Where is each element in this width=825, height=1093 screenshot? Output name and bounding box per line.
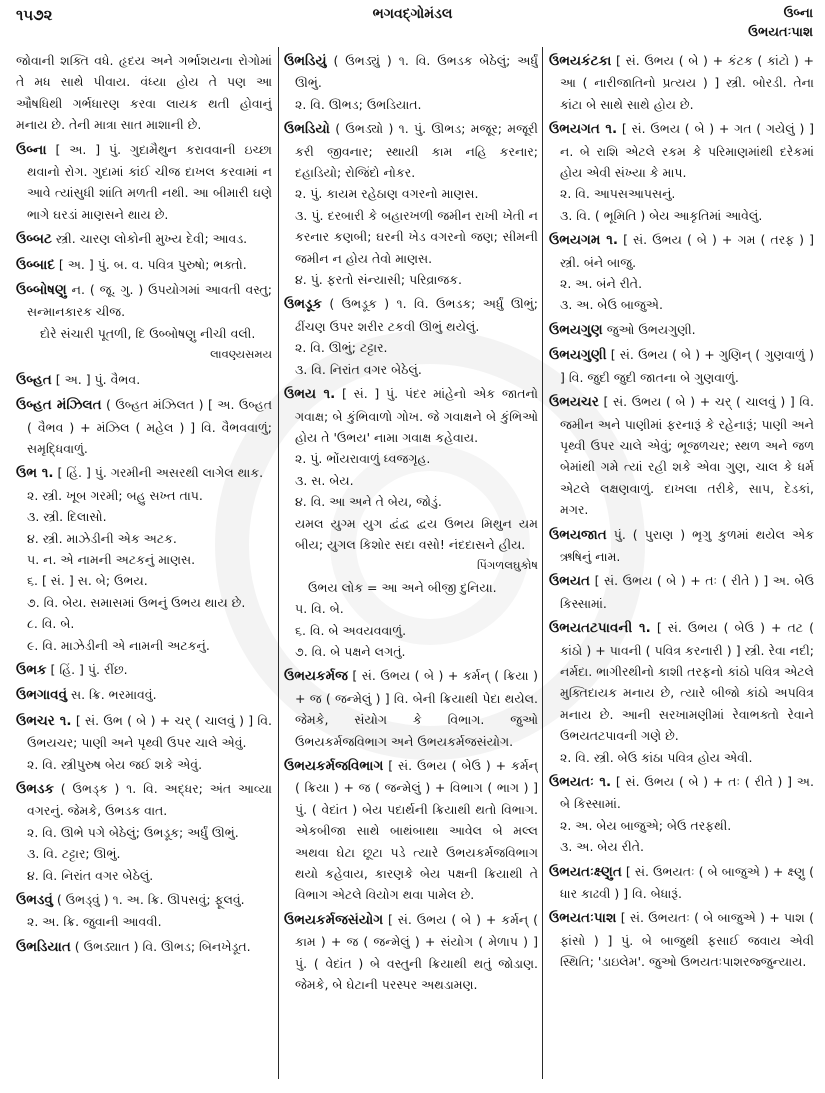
headword: ઉભક [16,661,47,678]
dictionary-entry [16,684,272,706]
sense: ૪. સ્ત્રી. માઝેડીની એક અટક. [27,530,177,546]
sense: ૩. વિ. ( ભૂમિતિ ) બેય આકૃતિમાં આવેલું. [560,207,763,223]
sense: ૫. ન. એ નામની અટકનું માણસ. [27,551,196,567]
definition: [ હિં. ] પું. રીંછ. [50,661,128,677]
sense: ૩. વિ. ટટ્ટાર; ઊભું. [27,846,121,862]
definition: [ સં. ઉભય ( બે ) + તઃ ( રીતે ) ] અ. બે કિસ્સામાં. [560,774,814,812]
definition: [ સં. ઉભયતઃ ( બે બાજુએ ) + ક્ષ્ણુ ( ધાર કાઢવી ) ] વિ. બેધારૂં. [560,863,814,902]
dictionary-entry [16,889,272,911]
dictionary-entry [549,861,814,905]
dictionary-entry [549,229,814,273]
definition: [ હિં. ] પું. ગરમીની અસરથી લાગેલ થાક. [57,465,264,481]
headword: ઉભડિયો [284,121,330,138]
sense: ૭. વિ. બે પક્ષને લગતું. [295,643,406,659]
definition: [ સં. ઉભ ( બે ) + ચર્ ( ચાલવું ) ] વિ. ઉભયચર; પાણી અને પૃથ્વી ઉપર ચાલે એવું. [27,712,272,751]
definition: જોવાની શક્તિ વધે. હૃદય અને ગર્ભાશયના રોગોમાં તે મધ સાથે પીવાય. વંધ્યા હોય તે પણ આ ઔષધિથી ગર્ભધારણ કરવા લાયક થતી હોવાનું મનાય છે. તેની માત્રા સાત માશાની છે. [16,53,272,133]
definition: [ અ. ] પું. બ. વ. પવિત્ર પુરુષો; ભક્તો. [58,256,247,272]
headword: ઉભયગુણ [549,321,603,338]
dictionary-entry [16,659,272,681]
headword: ઉભયતઃ ૧. [549,774,612,790]
headword: ઉભયતઃપાશ [549,910,617,927]
definition: ( ઉભડ્યું ) ૧. વિ. ઉભડક બેઠેલું; અર્ધું ઊભું. [295,53,538,91]
dictionary-entry [16,462,272,484]
headword: ઉબ્બોષણુ [16,282,67,299]
headword: ઉભયતઃક્ષ્ણુત [549,863,622,880]
dictionary-entry [284,383,538,448]
sense: ૬. [ સં. ] સ. બે; ઉભય. [27,573,148,589]
guide-word-first: ઉબ્ના [783,6,813,21]
citation-source: પિંગળલઘુકોષ [476,558,538,573]
definition: [ સં. ઉભય ( બે ) + ચર્ ( ચાલવું ) ] વિ. જમીન અને પાણીમાં ફરનારૂં કે રહેનારૂં; પાણી અને પૃથ્વી ઉપર ચાલે એવું; ભૂજળચર; સ્થળ અને જળ બેમાંથી ગમે ત્યાં રહી શકે એવા ગુણ, ચાલ કે ધર્મ એટલે લક્ષણવાળું. દાખલા તરીકે, સાપ, દેડકાં, મગર. [560,394,814,518]
sense: ૨. વિ. સ્ત્રીપુરુષ બેય જઈ શકે એવું. [27,756,203,772]
headword: ઉભયકર્મજ [284,668,348,685]
headword: ઉભડવું [16,892,53,909]
dictionary-entry [549,344,814,388]
headword: ઉભયતટપાવની ૧. [549,620,651,637]
sense: ૩. અ. બેય રીતે. [560,839,644,855]
dictionary-entry [549,50,814,115]
sense: ૪. વિ. નિરાંત વગર બેઠેલું. [27,867,154,883]
usage-phrase: ઉભય લોક = આ અને બીજી દુનિયા. [308,579,497,595]
headword: ઉભગાવવું [16,687,67,704]
sense: ૩. અ. બેઉ બાજુએ. [560,297,663,313]
sense: ૨. અ. બંને રીતે. [560,276,643,292]
sense: ૭. વિ. બેય. સમાસમાં ઉભનું ઉભય થાય છે. [27,594,246,610]
sense: ૯. વિ. માઝેડીની એ નામની અટકનું. [27,637,210,653]
sense: ૨. વિ. ઊભડ; ઉભડિયાત. [295,96,422,112]
dictionary-entry [16,394,272,459]
sense: ૨. અ. ક્રિ. જુવાની આવવી. [27,914,162,930]
headword: ઉબ્ના [16,141,47,158]
sense: ૨. સ્ત્રી. ખૂબ ગરમી; બહુ સખ્ત તાપ. [27,487,203,503]
dictionary-entry [16,369,272,391]
dictionary-entry [16,778,272,822]
definition: [ સં. ઉભય ( બે ) + કર્મન્ ( કામ ) + જ ( જન્મેલું ) + સંયોગ ( મેળાપ ) ] પું. ( વેદાંત ) બે વસ્તુની ક્રિયાથી થતું જોડાણ. જેમકે, બે ઘેટાની પરસ્પર અથડામણ. [295,911,538,993]
dictionary-entry [284,909,538,996]
definition: [ સં. ઉભય ( બેઉ ) + કર્મન્ ( ક્રિયા ) + જ ( જન્મેલું ) + વિભાગ ( ભાગ ) ] પું. ( વેદાંત ) બેય પદાર્થની ક્રિયાથી થતો વિભાગ. એકબીજા સાથે બાથંબાથા આવેલ બે મલ્લ અથવા ઘેટા છૂટા પડે ત્યારે ઉભયકર્મજવિભાગ થયો કહેવાય, કારણકે બેય પક્ષની ક્રિયાથી તે વિભાગ એટલે વિયોગ થવા પામેલ છે. [295,758,538,903]
sense: ૬. વિ. બે અવયવવાળું. [295,622,407,638]
headword: ઉભયકર્મજવિભાગ [284,758,384,774]
headword: ઉબ્બાદ [16,256,55,273]
dictionary-entry [284,118,538,183]
column-divider [542,47,543,1079]
definition: ( ઉભડ્વું ) ૧. અ. ક્રિ. ઊપસવું; ફૂલવું. [56,892,245,908]
dictionary-entry [16,139,272,226]
dictionary-entry [549,319,814,341]
headword: ઉભયચર [549,394,599,411]
headword: ઉભચર ૧. [16,712,72,729]
page-number: ૧૫૭૨ [16,6,53,24]
sense: ૩. વિ. નિરાંત વગર બેઠેલું. [295,361,422,377]
column-divider [278,47,279,1079]
definition: [ અ. ] પું. વૈભવ. [55,371,141,387]
definition: [ અ. ] પું. ગુદામૈથુન કરાવવાની ઇચ્છા થવાનો રોગ. ગુદામાં કાંઈ ચીજ દાખલ કરવામાં ન આવે ત્યાંસુધી શાંતિ મળતી નથી. આ બીમારી ઘણે ભાગે ઘરડાં માણસને થાય છે. [27,141,272,222]
sense: ૨. અ. બેય બાજુએ; બેઉ તરફથી. [560,817,732,833]
column-right [549,50,814,1085]
headword: ઉભડક [16,781,54,797]
definition: જુઓ ઉભયગુણી. [606,321,696,337]
definition: [ સં. ઉભય ( બે ) + ગુણિન્ ( ગુણવાળું ) ] વિ. જુદી જુદી જાતના બે ગુણવાળું. [560,347,814,385]
dictionary-entry [549,118,814,183]
definition: ન. ( જૂ. ગુ. ) ઉપયોગમાં આવતી વસ્તુ; સન્માનકારક ચીજ. [27,282,272,320]
definition: પું. ( પુરાણ ) ભૃગુ કુળમાં થયેલ એક ઋષિનું નામ. [560,526,814,564]
dictionary-entry [549,907,814,972]
dictionary-entry [284,665,538,752]
definition: ( ઉબ્હત મંઝિલત ) [ અ. ઉબ્હત ( વૈભવ ) + મંઝિલ ( મહેલ ) ] વિ. વૈભવવાળું; સમૃદ્ધિવાળું. [27,397,272,456]
headword: ઉબ્હત [16,371,52,388]
sense: ૨. વિ. સ્ત્રી. બેઉ કાંઠા પવિત્ર હોય એવી. [560,749,753,765]
sense: ૪. વિ. આ અને તે બેય, જોડું. [295,494,442,510]
sense: ૨. વિ. ઊભું; ટટ્ટાર. [295,340,388,356]
sense: ૩. સ્ત્રી. દિલાસો. [27,509,107,525]
dictionary-entry [284,293,538,337]
definition: [ સં. ] પું. પંદર માંહેનો એક જાતનો ગવાક્ષ; બે કુંભિવાળો ગોખ. જે ગવાક્ષને બે કુંભિઓ હોય તે 'ઉભય' નામા ગવાક્ષ કહેવાય. [295,386,538,445]
definition: [ સં. ઉભય ( બે ) + ગત ( ગયેલું ) ] ન. બે રાશિ એટલે રકમ કે પરિમાણમાંથી દરેકમાં હોય એવી સંખ્યા કે માપ. [560,121,814,181]
sense: ૩. પું. દરબારી કે બહારખળી જમીન રાખી ખેતી ન કરનાર કણબી; ઘરની ખેડ વગરનો જણ; સીમની જમીન ન હોય તેવો માણસ. [295,207,538,266]
definition: ( ઉભડૂક ) ૧. વિ. ઉભડક; અર્ધું ઊભું; ઢીંચણ ઉપર શરીર ટકવી ઊભું થયેલું. [295,296,538,334]
dictionary-entry [16,710,272,754]
definition: [ સં. ઉભય ( બે ) + કંટક ( કાંટો ) + આ ( નારીજાતિનો પ્રત્યય ) ] સ્ત્રી. બોરડી. તેના કાંટા બે સાથે સાથે હોય છે. [560,53,814,112]
column-middle [284,50,538,1085]
guide-words [748,4,813,42]
dictionary-entry [284,50,538,94]
dictionary-entry [16,936,272,958]
headword: ઉભયકર્મજસંયોગ [284,911,384,928]
dictionary-entry [549,570,814,614]
definition: [ સં. ઉભય ( બે ) + ગમ ( તરફ ) ] સ્ત્રી. બંને બાજુ. [560,232,814,270]
guide-word-last: ઉભયતઃપાશ [748,25,813,40]
dictionary-entry [16,279,272,323]
definition: [ સં. ઉભય ( બે ) + કર્મન્ ( ક્રિયા ) + જ ( જન્મેલું ) ] વિ. બેની ક્રિયાથી પેદા થયેલ. જેમકે, સંયોગ કે વિભાગ. જુઓ ઉભયકર્મજવિભાગ અને ઉભયકર્મજસંયોગ. [295,668,538,749]
dictionary-entry [284,755,538,906]
headword: ઉભય ૧. [284,386,336,403]
definition: સ. ક્રિ. ભરમાવવું. [70,687,157,703]
headword: ઉભડિયું [284,53,327,69]
dictionary-entry [549,524,814,568]
definition: ( ઉભડ્યાત ) વિ. ઊભડ; બિનખેડૂત. [74,938,251,954]
citation-quote: દોરે સંચારી પૂતળી, દિ ઉબ્બોષણુ નીચી વલી. [40,325,256,341]
sense: ૨. પું. ભોંયરાવાળું ધ્વજગૃહ. [295,451,431,467]
headword: ઉભડિયાત [16,938,71,955]
sense: ૩. સ. બેય. [295,472,354,488]
sense: ૪. પું. ફરતો સંન્યાસી; પરિવ્રાજક. [295,272,462,288]
headword: ઉભયગમ ૧. [549,232,618,249]
definition: ( ઉભડ્ક ) ૧. વિ. અદ્ધર; અંત આવ્યા વગરનું. જેમકે, ઉભડક વાત. [27,781,272,819]
dictionary-entry [549,391,814,520]
headword: ઉભયત [549,573,591,590]
dictionary-entry [16,254,272,276]
sense: ૮. વિ. બે. [27,616,75,632]
sense: ૨. વિ. ઊભે પગે બેઠેલું; ઉભડૂક; અર્ધું ઊભું. [27,824,239,840]
headword: ઉબ્બટ [16,231,52,248]
definition: [ સં. ઉભય ( બેઉ ) + તટ ( કાંઠો ) + પાવની ( પવિત્ર કરનારી ) ] સ્ત્રી. રેવા નદી; નર્મદા. ભાગીરથીનો કાશી તરફનો કાંઠો પવિત્ર એટલે મુક્તિદાયક મનાય છે, ત્યારે બીજો કાંઠો અપવિત્ર મનાય છે. આની સરખામણીમાં રેવાભક્તો રેવાને ઉભયતટપાવની ગણે છે. [560,620,814,744]
headword: ઉબ્હત મંઝિલત [16,397,102,414]
continued-definition [16,50,272,136]
sense: ૨. વિ. આપસઆપસનું. [560,186,676,202]
definition: સ્ત્રી. ચારણ લોકોની મુખ્ય દેવી; આવડ. [55,231,248,247]
headword: ઉભયજાત [549,526,607,543]
headword: ઉભયકંટકા [549,53,612,69]
sense: ૫. વિ. બે. [295,601,344,617]
sense: ૨. પું. કાયમ રહેઠાણ વગરનો માણસ. [295,186,479,202]
dictionary-entry [549,771,814,815]
headword: ઉભયગુણી [549,347,607,364]
dictionary-entry [549,617,814,746]
citation-source: લાવણ્યસમય [210,347,272,362]
headword: ઉભ ૧. [16,465,54,482]
definition: [ સં. ઉભય ( બે ) + તઃ ( રીતે ) ] અ. બેઉ કિસ્સામાં. [560,573,814,611]
dictionary-entry [16,228,272,250]
citation-quote: યમલ યુગ્મ યુગ દ્વંદ્વ દ્વય ઉભય મિથુન યમ બીય; યુગલ કિશોર સદા વસો! નંદદાસને હીય. [295,515,538,552]
definition: [ સં. ઉભયતઃ ( બે બાજુએ ) + પાશ ( ફાંસો ) ] પું. બે બાજુથી ફસાઈ જવાય એવી સ્થિતિ; 'ડાઇલેમ'. જુઓ ઉભયતઃપાશરજ્જુન્યાય. [560,910,814,970]
headword: ઉભડૂક [284,296,322,313]
definition: ( ઉભડ્યો ) ૧. પું. ઊભડ; મજૂર; મજૂરી કરી જીવનાર; સ્થાયી કામ નહિ કરનાર; દહાડિયો; રોજિંદો નોકર. [295,121,538,181]
headword: ઉભયગત ૧. [549,121,618,138]
column-left [16,50,272,1085]
page-title: ભગવદ્ગોમંડલ [372,6,453,22]
